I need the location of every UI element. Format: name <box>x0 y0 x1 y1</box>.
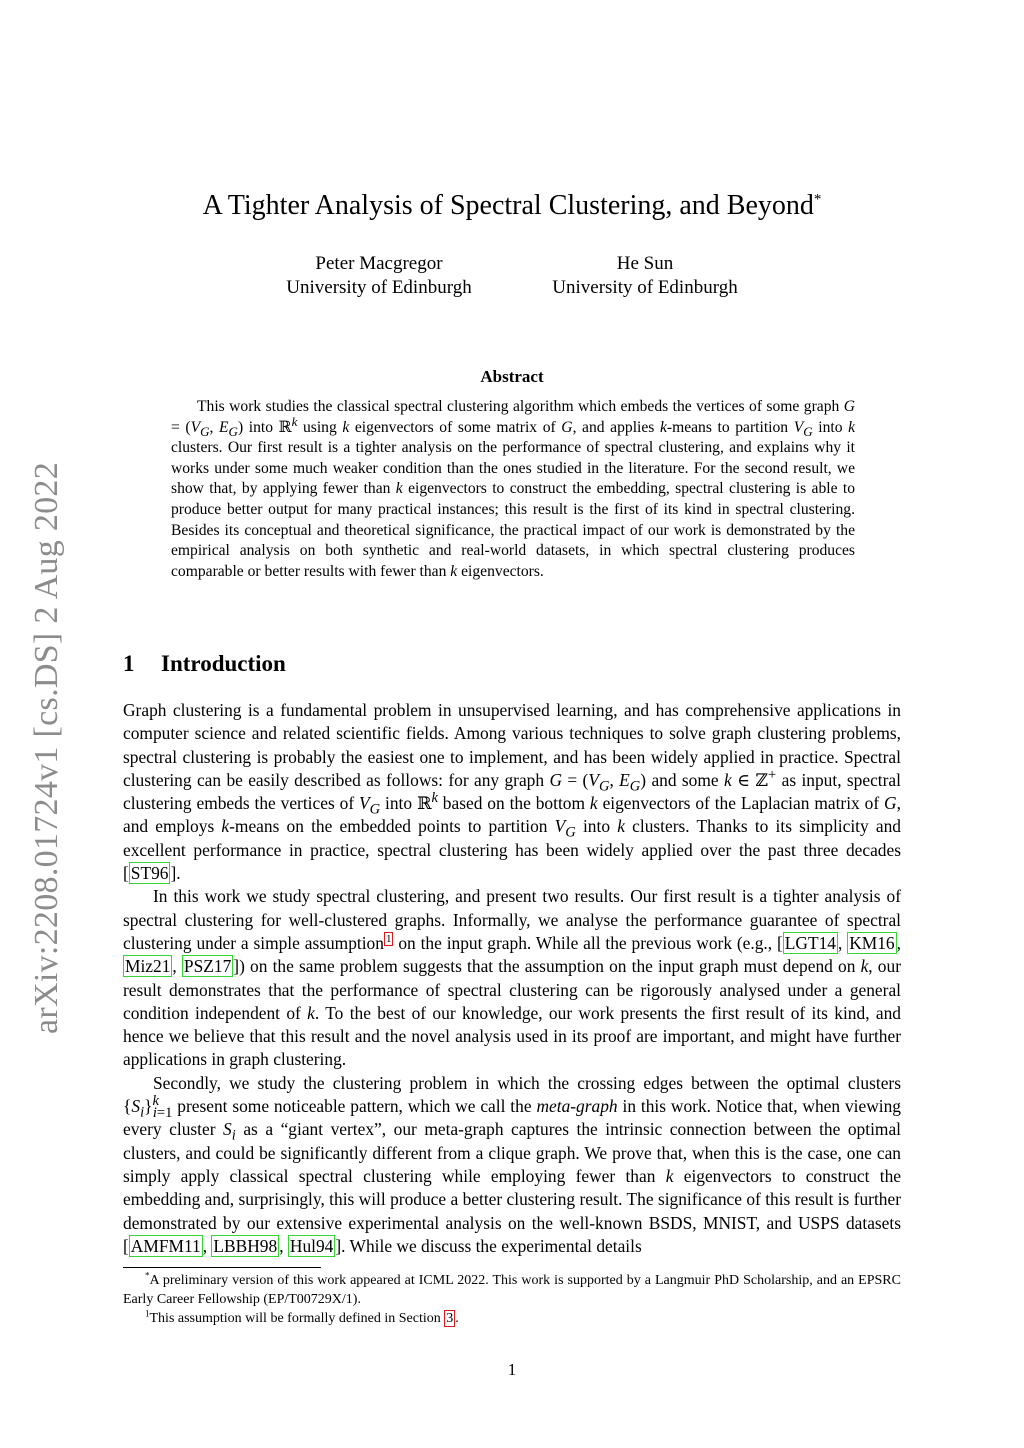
footnotes <box>123 1271 901 1328</box>
paragraph-1: Graph clustering is a fundamental problem in unsupervised learning, and has comprehensive applications in computer science and related scientific fields. Among various techniques to solve graph clustering problems, spectral clustering is probably the easiest one to implement, and has been widely applied in practice. Spectral clustering can be easily described as follows: for any graph $G = (V_G$, $E_G$) and some k ∈ ℤ+ as input, spectral clustering embeds the vertices of $V_G$ into ℝ$^k$ based on the bottom k eigenvectors of the Laplacian matrix of G, and employs k-means on the embedded points to partition $V_G$ into k clusters. Thanks to its simplicity and excellent performance in practice, spectral clustering has been widely applied over the past three decades [ ST96 ]. <box>123 700 901 884</box>
citation-link[interactable]: Miz21 <box>125 956 171 977</box>
meta-graph-term: meta-graph <box>536 1096 618 1117</box>
page-number: 1 <box>507 1360 517 1379</box>
citation-link[interactable]: PSZ17 <box>183 956 232 977</box>
arxiv-sidebar-stamp <box>21 455 73 1040</box>
section-title: Introduction <box>161 651 286 676</box>
citation-link[interactable]: ST96 <box>130 863 169 884</box>
footnote-star: *A preliminary version of this work appeared at ICML 2022. This work is supported by a Langmuir PhD Scholarship, and an EPSRC Early Career Fellowship (EP/T00729X/1). <box>123 1270 901 1307</box>
author-affiliation: University of Edinburgh <box>552 277 738 298</box>
section-reference-link[interactable]: 3 <box>446 1311 454 1326</box>
paper-title <box>100 190 924 222</box>
author-name: He Sun <box>616 253 674 274</box>
citation-link[interactable]: LGT14 <box>784 932 836 953</box>
author-block-2 <box>514 252 776 300</box>
author-affiliation: University of Edinburgh <box>286 277 472 298</box>
introduction-body <box>123 699 901 1258</box>
arxiv-identifier: arXiv:2208.01724v1 [cs.DS] 2 Aug 2022 <box>28 461 66 1034</box>
abstract-body: This work studies the classical spectral clustering algorithm which embeds the vertices of some graph $G = (V_G$, $E_G$) into ℝ$^k$ using k eigenvectors of some matrix of G, and applies k-means to partition $V_G$ into k clusters. Our first result is a tighter analysis on the performance of spectral clustering, and explains why it works under some much weaker condition than the ones studied in the literature. For the second result, we show that, by applying fewer than k eigenvectors to construct the embedding, spectral clustering is able to produce better output for many practical instances; this result is the first of its kind in spectral clustering. Besides its conceptual and theoretical significance, the practical impact of our work is demonstrated by the empirical analysis on both synthetic and real-world datasets, in which spectral clustering produces comparable or better results with fewer than k eigenvectors. <box>171 398 856 580</box>
paragraph-3: Secondly, we study the clustering problem in which the crossing edges between the optimal clusters $\{S_i\}^k_{i=1}$ present some noticeable pattern, which we call the meta-graph in this work. Notice that, when viewing every cluster $S_i$ as a “giant vertex”, our meta-graph captures the intrinsic connection between the optimal clusters, and could be significantly different from a clique graph. We prove that, when this is the case, one can simply apply classical spectral clustering while employing fewer than k eigenvectors to construct the embedding and, surprisingly, this will produce a better clustering result. The significance of this result is further demonstrated by our extensive experimental analysis on the well-known BSDS, MNIST, and USPS datasets [ AMFM11 , LBBH98 , Hul94 ]. While we discuss the experimental details <box>123 1072 901 1256</box>
title-footnote-mark: * <box>813 191 822 208</box>
section-heading-introduction <box>123 651 286 677</box>
section-number: 1 <box>123 651 135 676</box>
footnote-1: $^1$This assumption will be formally defined in Section 3 . <box>145 1308 459 1326</box>
abstract-heading: Abstract <box>480 367 544 386</box>
paragraph-2: In this work we study spectral clustering, and present two results. Our first result is a tighter analysis of spectral clustering for well-clustered graphs. Informally, we analyse the performance guarantee of spectral clustering under a simple assumption $^1$ on the input graph. While all the previous work (e.g., [ LGT14 , KM16 , Miz21 , PSZ17 ]) on the same problem suggests that the assumption on the input graph must depend on k, our result demonstrates that the performance of spectral clustering can be rigorously analysed under a general condition independent of k. To the best of our knowledge, our work presents the first result of its kind, and hence we believe that this result and the novel analysis used in its proof are important, and might have further applications in graph clustering. <box>123 886 901 1070</box>
citation-link[interactable]: Hul94 <box>289 1235 334 1256</box>
citation-link[interactable]: KM16 <box>849 932 895 953</box>
citation-link[interactable]: AMFM11 <box>130 1235 201 1256</box>
citation-link[interactable]: LBBH98 <box>213 1235 278 1256</box>
footnote-divider <box>123 1267 321 1268</box>
title-text: A Tighter Analysis of Spectral Clustering, and Beyond <box>202 190 814 221</box>
author-block-1 <box>248 252 510 300</box>
footnote-link[interactable]: 1 <box>385 933 392 946</box>
author-name: Peter Macgregor <box>315 253 443 274</box>
